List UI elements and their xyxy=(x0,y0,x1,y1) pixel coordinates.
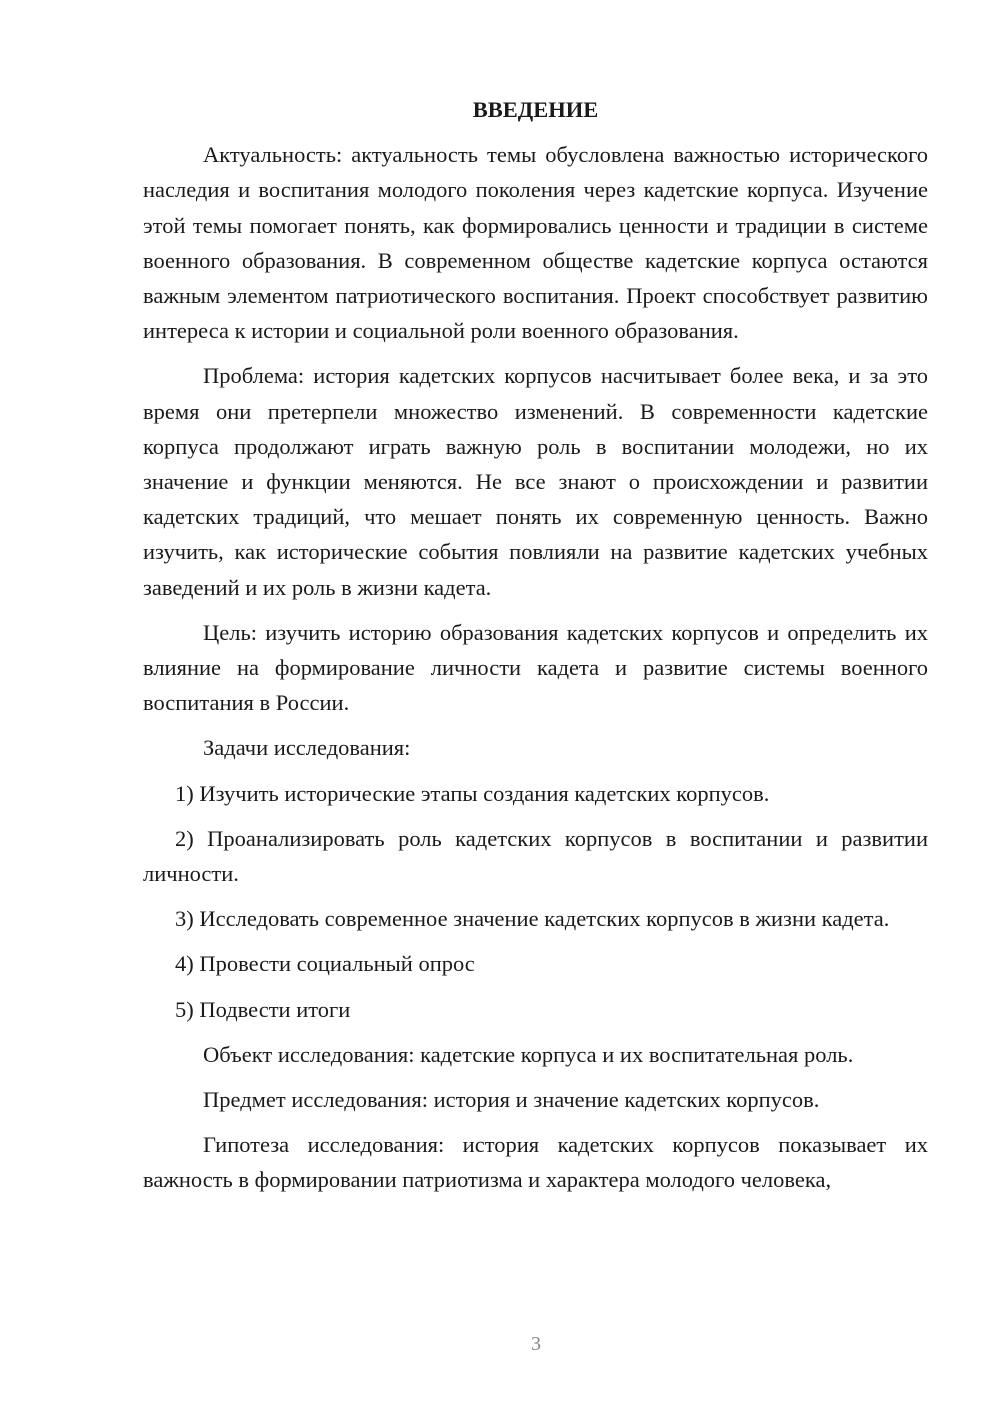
task-item: 1) Изучить исторические этапы создания кадетских корпусов. xyxy=(175,780,770,806)
task-item: 3) Исследовать современное значение кадетских корпусов в жизни кадета. xyxy=(175,906,890,932)
task-item: 2) Проанализировать роль кадетских корпусов в воспитании и развитии личности. xyxy=(143,825,928,887)
goal-paragraph: Цель: изучить историю образования кадетских корпусов и определить их влияние на формирование личности кадета и развитие системы военного воспитания в России. xyxy=(143,619,928,716)
research-subject: Предмет исследования: история и значение кадетских корпусов. xyxy=(203,1087,820,1113)
relevance-paragraph: Актуальность: актуальность темы обусловлена важностью исторического наследия и воспитания молодого поколения через кадетские корпуса. Изучение этой темы помогает понять, как формировались ценности и традиции в системе военного образования. В современном обществе кадетские корпуса остаются важным элементом патриотического воспитания. Проект способствует развитию интереса к истории и социальной роли военного образования. xyxy=(143,142,928,344)
task-item: 5) Подвести итоги xyxy=(175,996,351,1022)
problem-paragraph: Проблема: история кадетских корпусов насчитывает более века, и за это время они претерпели множество изменений. В современности кадетские корпуса продолжают играть важную роль в воспитании молодежи, но их значение и функции меняются. Не все знают о происхождении и развитии кадетских традиций, что мешает понять их современную ценность. Важно изучить, как исторические события повлияли на развитие кадетских учебных заведений и их роль в жизни кадета. xyxy=(143,363,928,600)
document-body xyxy=(143,92,928,1208)
task-item: 4) Провести социальный опрос xyxy=(175,951,475,977)
page-title: ВВЕДЕНИЕ xyxy=(472,97,599,122)
page-number: 3 xyxy=(531,1333,541,1355)
research-hypothesis: Гипотеза исследования: история кадетских корпусов показывает их важность в формировании патриотизма и характера молодого человека, xyxy=(143,1132,928,1193)
tasks-heading: Задачи исследования: xyxy=(203,735,411,761)
research-object: Объект исследования: кадетские корпуса и их воспитательная роль. xyxy=(203,1041,854,1067)
